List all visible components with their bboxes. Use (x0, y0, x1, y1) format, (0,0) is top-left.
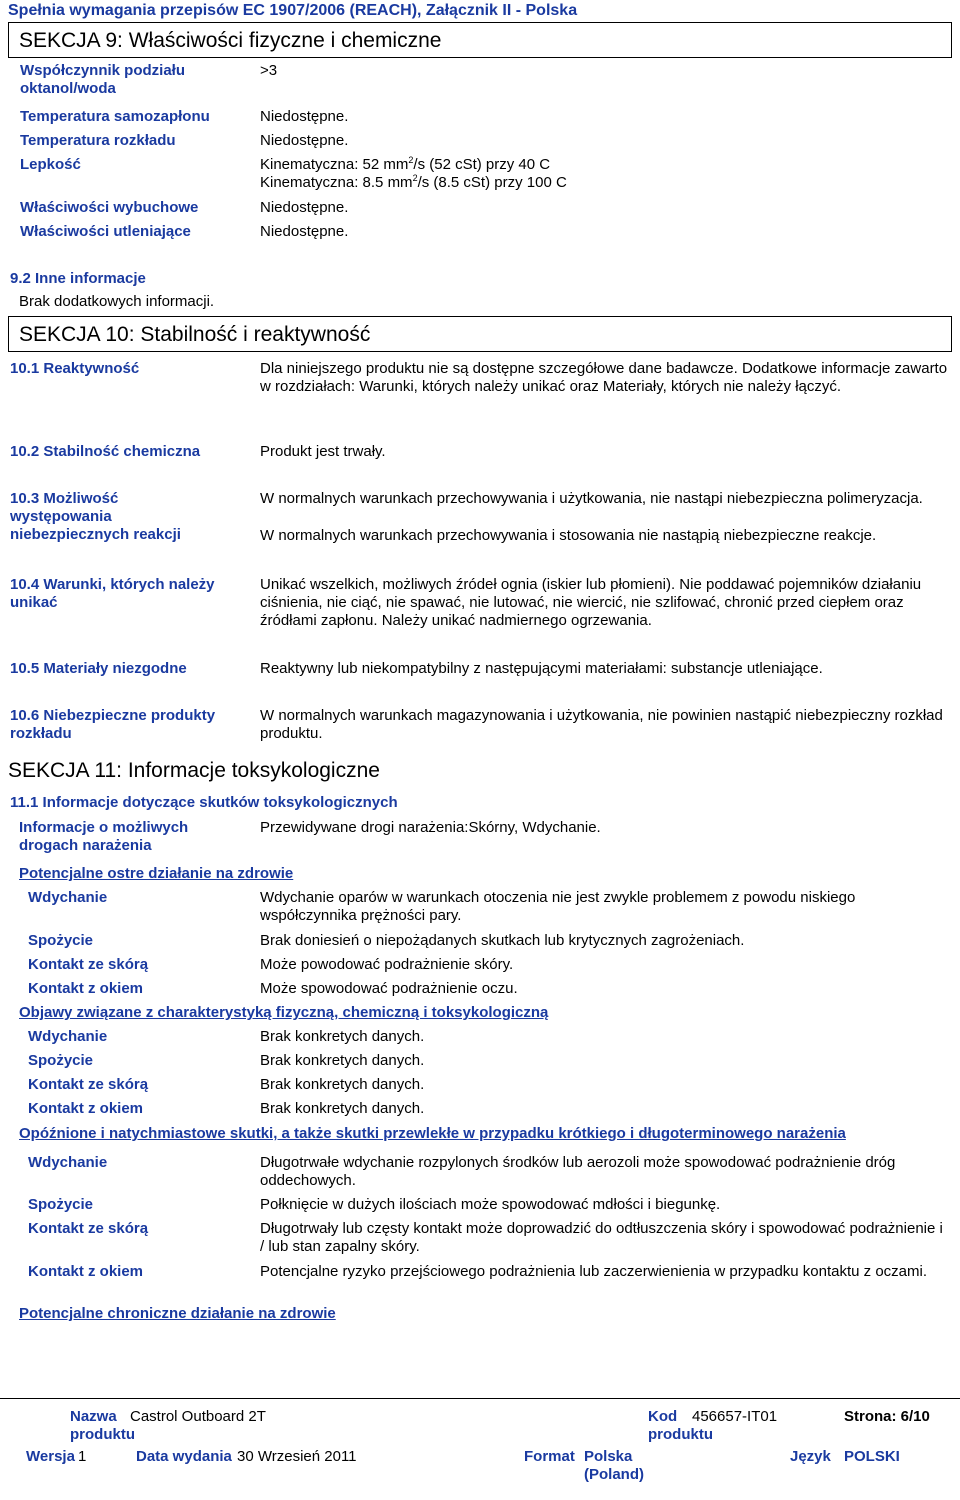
page-footer (0, 1398, 960, 1498)
section-10-title: SEKCJA 10: Stabilność i reaktywność (8, 316, 952, 352)
label-10-5: 10.5 Materiały niezgodne (10, 660, 187, 677)
acute-ingestion-value: Brak doniesień o niepożądanych skutkach lub krytycznych zagrożeniach. (260, 932, 745, 949)
acute-effects-title: Potencjalne ostre działanie na zdrowie (19, 865, 294, 882)
label-10-2: 10.2 Stabilność chemiczna (10, 443, 201, 460)
footer-date-label: Data wydania (136, 1448, 232, 1465)
acute-skin-value: Może powodować podrażnienie skóry. (260, 956, 514, 973)
footer-name-value: Castrol Outboard 2T (130, 1408, 266, 1425)
symptoms-inhalation-value: Brak konkretych danych. (260, 1028, 425, 1045)
symptoms-ingestion-value: Brak konkretych danych. (260, 1052, 425, 1069)
subsection-9-2-title: 9.2 Inne informacje (10, 270, 146, 287)
section-9-title: SEKCJA 9: Właściwości fizyczne i chemiczne (8, 22, 952, 58)
value-10-1: Dla niniejszego produktu nie są dostępne szczegółowe dane badawcze. Dodatkowe informacje zawarto w rozdziałach: Warunki, których należy unikać oraz Materiały, których nie należy łączyć. (260, 360, 948, 395)
label-decomposition: Temperatura rozkładu (20, 132, 176, 149)
value-viscosity-40: Kinematyczna: 52 $mm^2/s$ (52 cSt) przy 40 C (260, 155, 551, 173)
symptoms-skin-label: Kontakt ze skórą (28, 1076, 149, 1093)
delayed-eye-value: Potencjalne ryzyko przejściowego podrażnienia lub zaczerwienienia w przypadku kontaktu z oczami. (260, 1263, 928, 1280)
delayed-skin-value: Długotrwały lub częsty kontakt może doprowadzić do odtłuszczenia skóry i spowodować podrażnienie i / lub stan zapalny skóry. (260, 1220, 943, 1255)
section-11-title: SEKCJA 11: Informacje toksykologiczne (8, 759, 380, 782)
acute-eye-value: Może spowodować podrażnienie oczu. (260, 980, 518, 997)
footer-language-value: POLSKI (844, 1448, 900, 1465)
label-10-4: 10.4 Warunki, których należy unikać (10, 576, 215, 611)
delayed-ingestion-label: Spożycie (28, 1196, 94, 1213)
footer-page-number: Strona: 6/10 (844, 1408, 930, 1425)
symptoms-ingestion-label: Spożycie (28, 1052, 94, 1069)
symptoms-eye-value: Brak konkretych danych. (260, 1100, 425, 1117)
delayed-skin-label: Kontakt ze skórą (28, 1220, 149, 1237)
label-10-3: 10.3 Możliwość występowania niebezpiecznych reakcji (10, 490, 181, 543)
value-decomposition: Niedostępne. (260, 132, 349, 149)
footer-language-label: Język (790, 1448, 831, 1465)
value-10-3b: W normalnych warunkach przechowywania i stosowania nie nastąpią niebezpieczne reakcje. (260, 527, 877, 544)
footer-version-value: 1 (78, 1448, 87, 1465)
value-partition: >3 (260, 62, 278, 79)
value-10-6: W normalnych warunkach magazynowania i użytkowania, nie powinien nastąpić niebezpieczny rozkład produktu. (260, 707, 943, 742)
chronic-effects-title: Potencjalne chroniczne działanie na zdrowie (19, 1305, 336, 1322)
footer-version-label: Wersja (26, 1448, 75, 1465)
value-explosive: Niedostępne. (260, 199, 349, 216)
label-oxidising: Właściwości utleniające (20, 223, 191, 240)
symptoms-eye-label: Kontakt z okiem (28, 1100, 144, 1117)
symptoms-title: Objawy związane z charakterystyką fizyczną, chemiczną i toksykologiczną (19, 1004, 549, 1021)
label-autoignition: Temperatura samozapłonu (20, 108, 210, 125)
label-10-1: 10.1 Reaktywność (10, 360, 140, 377)
delayed-inhalation-label: Wdychanie (28, 1154, 108, 1171)
delayed-ingestion-value: Połknięcie w dużych ilościach może spowodować mdłości i biegunkę. (260, 1196, 721, 1213)
footer-code-value: 456657-IT01 (692, 1408, 778, 1425)
value-10-3a: W normalnych warunkach przechowywania i użytkowania, nie nastąpi niebezpieczna polimeryzacja. (260, 490, 923, 507)
value-10-2: Produkt jest trwały. (260, 443, 386, 460)
footer-code-label: Kod produktu (648, 1408, 713, 1443)
value-10-5: Reaktywny lub niekompatybilny z następującymi materiałami: substancje utleniające. (260, 660, 823, 677)
label-partition: Współczynnik podziału oktanol/woda (20, 62, 186, 97)
delayed-effects-title: Opóźnione i natychmiastowe skutki, a także skutki przewlekłe w przypadku krótkiego i długoterminowego narażenia (19, 1125, 846, 1142)
footer-date-value: 30 Wrzesień 2011 (237, 1448, 357, 1465)
acute-inhalation-value: Wdychanie oparów w warunkach otoczenia nie jest zwykle problemem z powodu niskiego współczynnika prężności pary. (260, 889, 856, 924)
acute-eye-label: Kontakt z okiem (28, 980, 144, 997)
value-autoignition: Niedostępne. (260, 108, 349, 125)
footer-format-label: Format (524, 1448, 575, 1465)
symptoms-inhalation-label: Wdychanie (28, 1028, 108, 1045)
symptoms-skin-value: Brak konkretych danych. (260, 1076, 425, 1093)
footer-name-label: Nazwa produktu (70, 1408, 135, 1443)
label-viscosity: Lepkość (20, 156, 81, 173)
label-routes: Informacje o możliwych drogach narażenia (19, 819, 189, 854)
value-viscosity-100: Kinematyczna: 8.5 $mm^2/s$ (8.5 cSt) przy 100 C (260, 173, 567, 191)
value-10-4: Unikać wszelkich, możliwych źródeł ognia (iskier lub płomieni). Nie poddawać pojemników działaniu ciśnienia, nie ciąć, nie spawać, nie lutować, nie wiercić, nie szlifować, chronić przed ciepłem oraz źródłami zapłonu. Należy unikać nadmiernego ogrzewania. (260, 576, 922, 629)
document-header: Spełnia wymagania przepisów EC 1907/2006 (REACH), Załącznik II - Polska (8, 2, 578, 19)
label-explosive: Właściwości wybuchowe (20, 199, 199, 216)
label-10-6: 10.6 Niebezpieczne produkty rozkładu (10, 707, 216, 742)
delayed-eye-label: Kontakt z okiem (28, 1263, 144, 1280)
footer-divider (0, 1398, 960, 1399)
acute-ingestion-label: Spożycie (28, 932, 94, 949)
acute-skin-label: Kontakt ze skórą (28, 956, 149, 973)
subsection-9-2-text: Brak dodatkowych informacji. (19, 293, 215, 310)
delayed-inhalation-value: Długotrwałe wdychanie rozpylonych środków lub aerozoli może spowodować podrażnienie dróg oddechowych. (260, 1154, 896, 1189)
value-oxidising: Niedostępne. (260, 223, 349, 240)
acute-inhalation-label: Wdychanie (28, 889, 108, 906)
subsection-11-1-title: 11.1 Informacje dotyczące skutków toksykologicznych (10, 794, 398, 811)
value-routes: Przewidywane drogi narażenia:Skórny, Wdychanie. (260, 819, 601, 836)
footer-format-value: Polska (Poland) (584, 1448, 644, 1483)
